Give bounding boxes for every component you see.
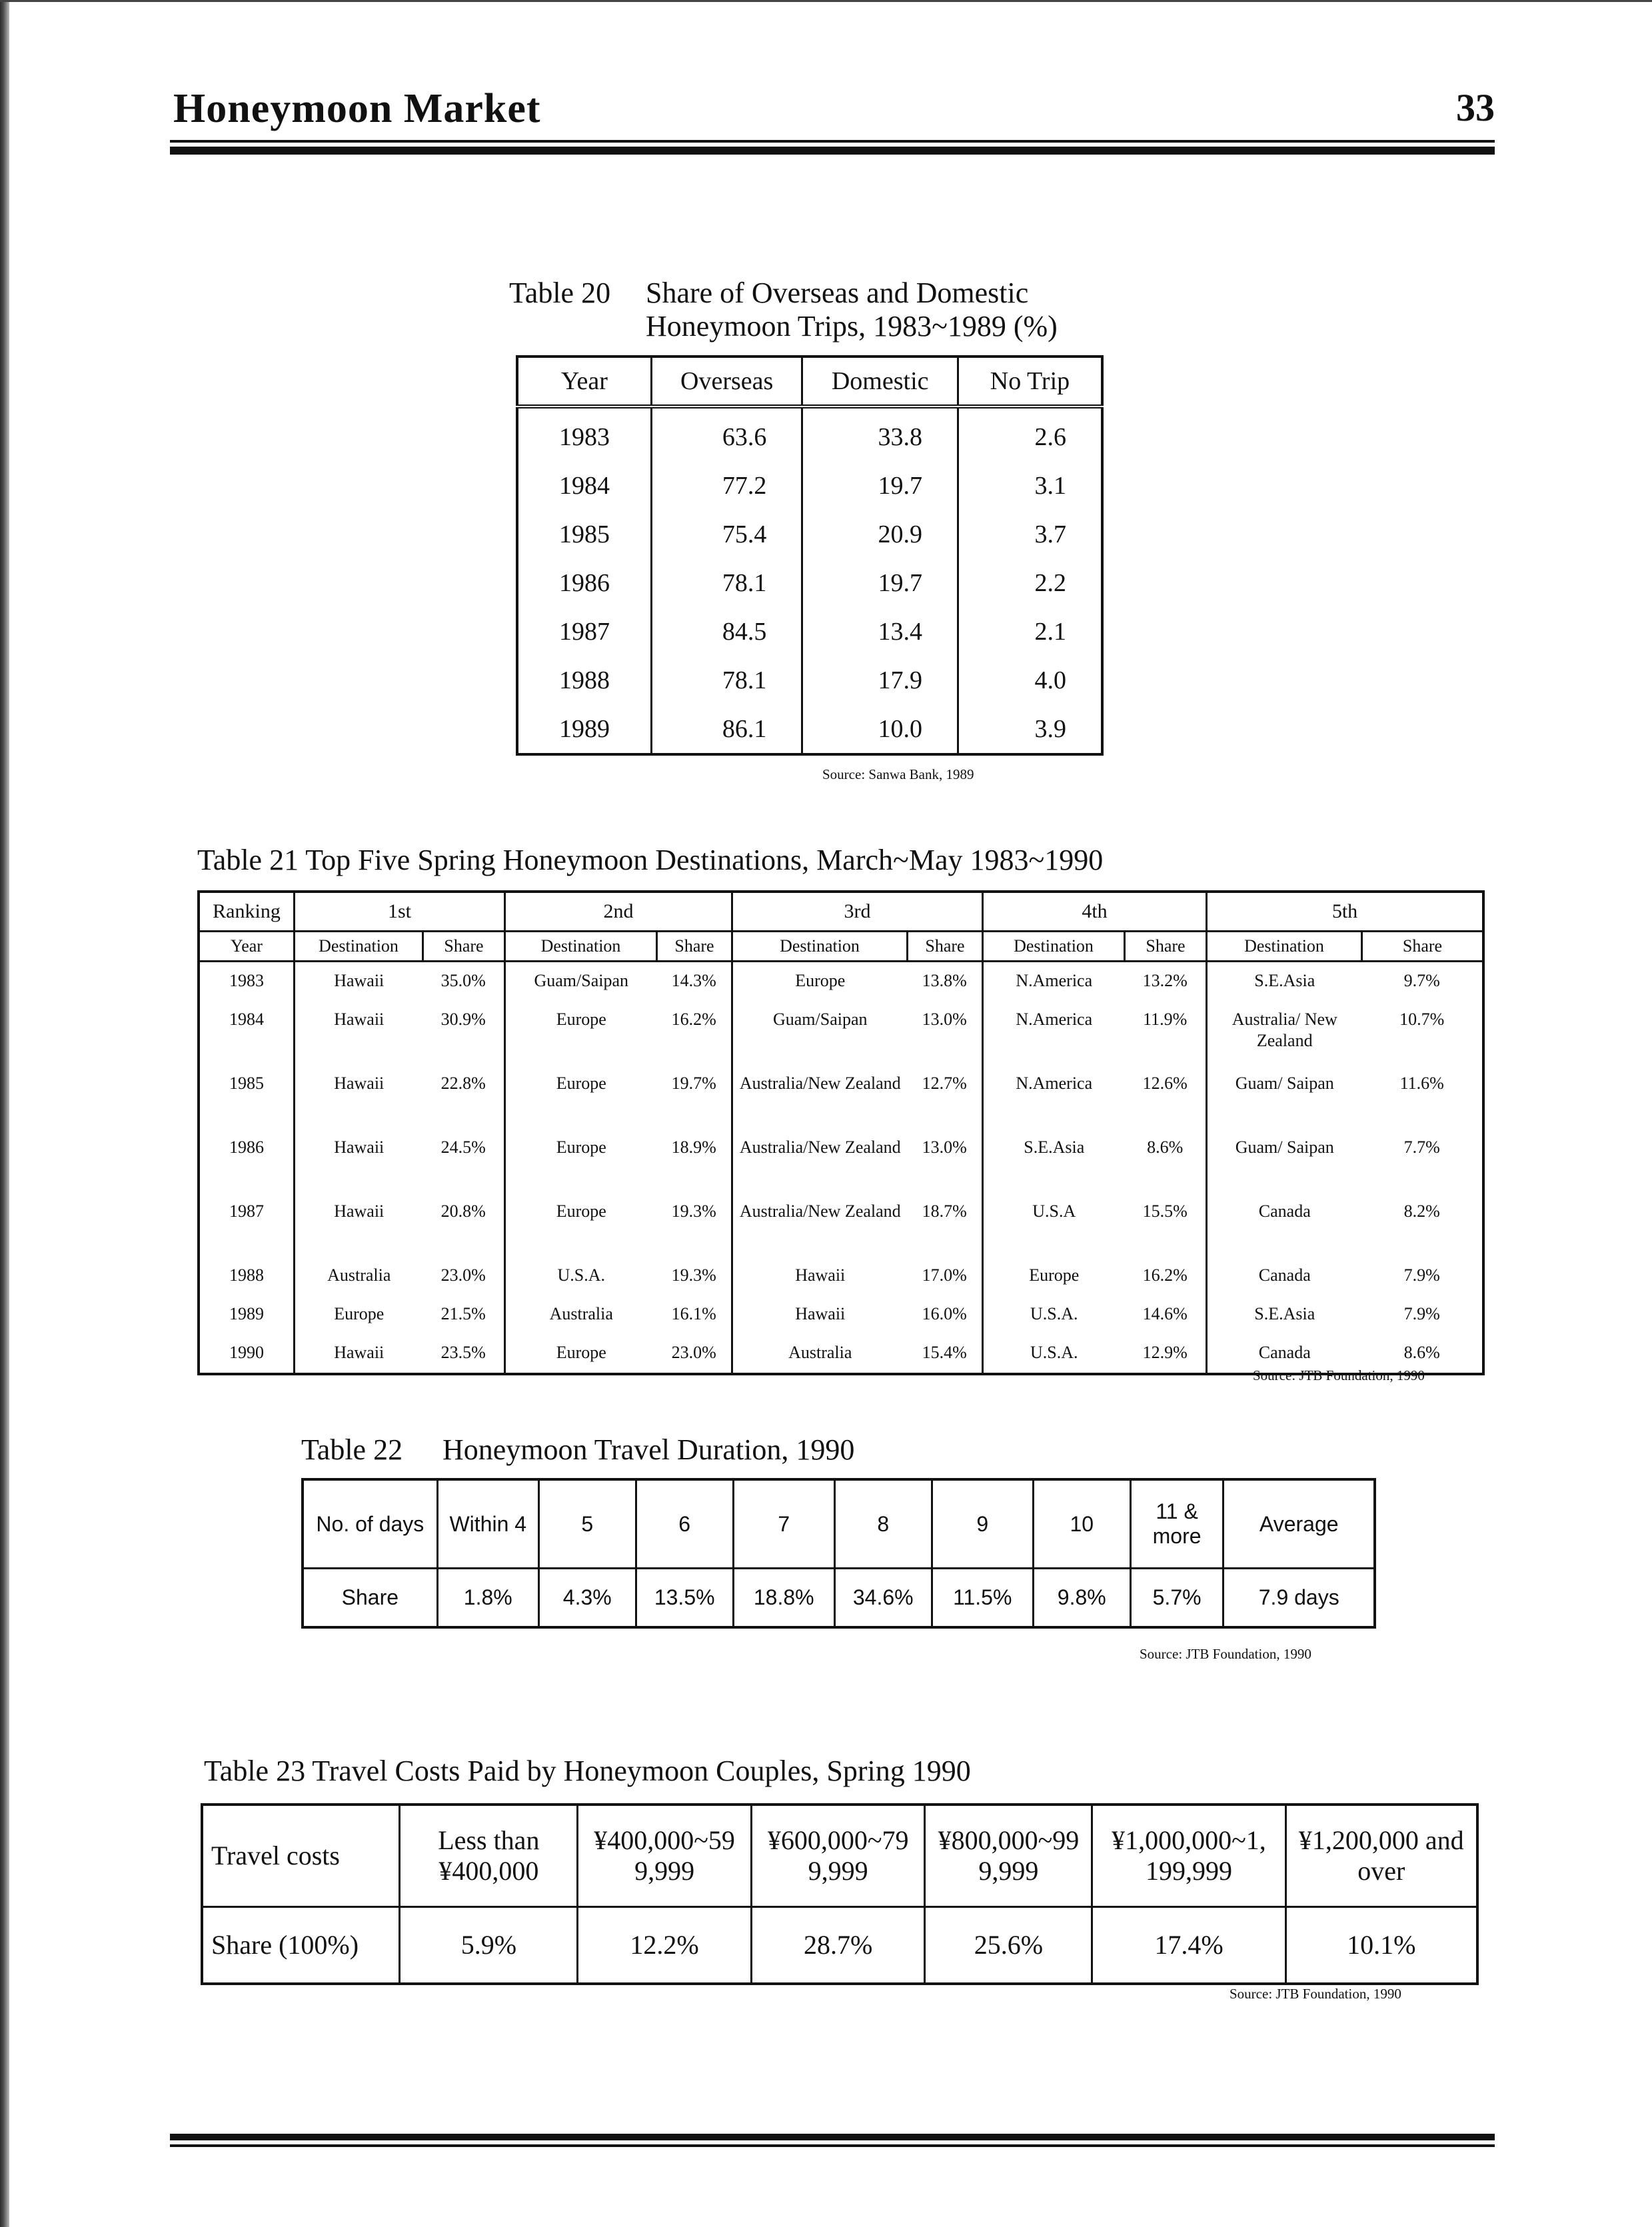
destination-cell: U.S.A. — [983, 1334, 1125, 1374]
share-cell: 13.8% — [908, 962, 983, 1002]
value-cell: 18.8% — [733, 1569, 834, 1628]
table20-header-row — [517, 357, 1102, 406]
destination-cell: S.E.Asia — [1207, 962, 1362, 1002]
destination-cell: Europe — [505, 1065, 657, 1129]
scan-top-edge — [0, 0, 1652, 2]
table21-source: Source: JTB Foundation, 1990 — [1253, 1367, 1425, 1383]
table20-source: Source: Sanwa Bank, 1989 — [822, 766, 974, 782]
header-cell: 6 — [636, 1479, 733, 1569]
value-cell: 77.2 — [651, 461, 802, 510]
value-cell: 78.1 — [651, 558, 802, 607]
share-cell: 12.6% — [1125, 1065, 1207, 1129]
year-cell: 1987 — [199, 1193, 295, 1257]
destination-cell: Canada — [1207, 1334, 1362, 1374]
value-cell: 25.6% — [925, 1907, 1092, 1984]
share-cell: 18.9% — [657, 1129, 732, 1193]
header-cell: 8 — [834, 1479, 932, 1569]
destination-header: Destination — [732, 932, 908, 962]
value-cell: 17.9 — [802, 656, 958, 704]
destination-cell: Hawaii — [295, 1129, 423, 1193]
share-cell: 7.9% — [1362, 1295, 1484, 1334]
value-cell: 7.9 days — [1224, 1569, 1375, 1628]
destination-cell: Australia/New Zealand — [732, 1065, 908, 1129]
table-row — [517, 510, 1102, 558]
destination-cell: S.E.Asia — [1207, 1295, 1362, 1334]
share-cell: 14.6% — [1125, 1295, 1207, 1334]
year-cell: 1988 — [517, 656, 651, 704]
value-cell: Share — [303, 1569, 437, 1628]
table22-label: Table 22 — [301, 1433, 403, 1466]
destination-cell: Europe — [505, 1001, 657, 1065]
destination-cell: Guam/ Saipan — [1207, 1065, 1362, 1129]
value-cell: 1.8% — [437, 1569, 538, 1628]
share-cell: 23.0% — [657, 1334, 732, 1374]
value-cell: 5.7% — [1130, 1569, 1224, 1628]
value-cell: 19.7 — [802, 558, 958, 607]
value-cell: 2.1 — [958, 607, 1102, 656]
table23-value-row — [202, 1907, 1477, 1984]
year-header: Year — [199, 932, 295, 962]
value-cell: 5.9% — [400, 1907, 578, 1984]
destination-cell: U.S.A. — [983, 1295, 1125, 1334]
table22-value-row — [303, 1569, 1375, 1628]
value-cell: 12.2% — [578, 1907, 752, 1984]
header-cell: ¥400,000~59 9,999 — [578, 1805, 752, 1907]
share-cell: 11.9% — [1125, 1001, 1207, 1065]
share-cell: 35.0% — [423, 962, 505, 1002]
share-cell: 9.7% — [1362, 962, 1484, 1002]
destination-cell: Hawaii — [295, 1065, 423, 1129]
share-cell: 8.6% — [1362, 1334, 1484, 1374]
table21 — [197, 890, 1485, 1375]
year-cell: 1990 — [199, 1334, 295, 1374]
value-cell: 11.5% — [932, 1569, 1033, 1628]
share-cell: 20.8% — [423, 1193, 505, 1257]
share-cell: 23.5% — [423, 1334, 505, 1374]
year-cell: 1989 — [199, 1295, 295, 1334]
table20 — [516, 355, 1104, 756]
share-cell: 30.9% — [423, 1001, 505, 1065]
table-row — [517, 558, 1102, 607]
table-row — [517, 406, 1102, 461]
year-cell: 1985 — [199, 1065, 295, 1129]
header-cell: 7 — [733, 1479, 834, 1569]
table20-label: Table 20 — [509, 277, 611, 309]
share-cell: 13.2% — [1125, 962, 1207, 1002]
share-cell: 12.7% — [908, 1065, 983, 1129]
table-row — [199, 1295, 1483, 1334]
share-cell: 13.0% — [908, 1001, 983, 1065]
header-cell: 10 — [1033, 1479, 1130, 1569]
share-cell: 19.3% — [657, 1257, 732, 1295]
destination-cell: Europe — [732, 962, 908, 1002]
destination-cell: Hawaii — [295, 1334, 423, 1374]
destination-cell: Australia/New Zealand — [732, 1129, 908, 1193]
value-cell: 13.5% — [636, 1569, 733, 1628]
header-cell: Less than ¥400,000 — [400, 1805, 578, 1907]
value-cell: 4.0 — [958, 656, 1102, 704]
table21-rank-row — [199, 892, 1483, 932]
destination-cell: Australia/New Zealand — [732, 1193, 908, 1257]
year-cell: 1986 — [517, 558, 651, 607]
value-cell: 3.9 — [958, 704, 1102, 754]
header-cell: ¥1,200,000 and over — [1285, 1805, 1477, 1907]
share-cell: 17.0% — [908, 1257, 983, 1295]
ranking-header: Ranking — [199, 892, 295, 932]
rank-header: 1st — [295, 892, 505, 932]
header-cell: ¥600,000~79 9,999 — [751, 1805, 925, 1907]
footer-rule-thin — [170, 2144, 1495, 2147]
share-cell: 16.0% — [908, 1295, 983, 1334]
share-cell: 22.8% — [423, 1065, 505, 1129]
header-cell: Travel costs — [202, 1805, 400, 1907]
value-cell: 2.2 — [958, 558, 1102, 607]
header-cell: 5 — [538, 1479, 636, 1569]
value-cell: 10.0 — [802, 704, 958, 754]
column-header: Year — [517, 357, 651, 406]
page-number: 33 — [1456, 86, 1495, 129]
table-row — [517, 656, 1102, 704]
destination-cell: Europe — [505, 1129, 657, 1193]
value-cell: 63.6 — [651, 406, 802, 461]
header-rule-thin — [170, 140, 1495, 143]
column-header: No Trip — [958, 357, 1102, 406]
destination-cell: U.S.A. — [505, 1257, 657, 1295]
share-header: Share — [657, 932, 732, 962]
running-header-title: Honeymoon Market — [173, 86, 541, 131]
value-cell: 34.6% — [834, 1569, 932, 1628]
destination-header: Destination — [983, 932, 1125, 962]
header-cell: ¥1,000,000~1, 199,999 — [1092, 1805, 1285, 1907]
value-cell: 86.1 — [651, 704, 802, 754]
share-header: Share — [1125, 932, 1207, 962]
value-cell: 84.5 — [651, 607, 802, 656]
value-cell: 33.8 — [802, 406, 958, 461]
table23 — [201, 1803, 1479, 1985]
destination-cell: Europe — [295, 1295, 423, 1334]
destination-cell: Europe — [983, 1257, 1125, 1295]
destination-cell: Australia — [295, 1257, 423, 1295]
header-rule-thick — [170, 147, 1495, 155]
share-cell: 19.7% — [657, 1065, 732, 1129]
share-cell: 18.7% — [908, 1193, 983, 1257]
table21-caption: Table 21 Top Five Spring Honeymoon Destinations, March~May 1983~1990 — [197, 844, 1104, 876]
table22 — [301, 1478, 1376, 1629]
table22-header-row — [303, 1479, 1375, 1569]
table22-caption — [301, 1433, 854, 1467]
year-cell: 1988 — [199, 1257, 295, 1295]
destination-header: Destination — [295, 932, 423, 962]
year-cell: 1984 — [199, 1001, 295, 1065]
table-row — [199, 962, 1483, 1002]
table23-caption: Table 23 Travel Costs Paid by Honeymoon Couples, Spring 1990 — [204, 1755, 971, 1787]
share-cell: 19.3% — [657, 1193, 732, 1257]
table-row — [199, 1065, 1483, 1129]
destination-cell: S.E.Asia — [983, 1129, 1125, 1193]
destination-cell: Australia — [732, 1334, 908, 1374]
value-cell: 4.3% — [538, 1569, 636, 1628]
value-cell: 2.6 — [958, 406, 1102, 461]
table-row — [199, 1193, 1483, 1257]
destination-cell: Guam/ Saipan — [1207, 1129, 1362, 1193]
column-header: Overseas — [651, 357, 802, 406]
destination-cell: Australia/ New Zealand — [1207, 1001, 1362, 1065]
share-cell: 23.0% — [423, 1257, 505, 1295]
table23-source: Source: JTB Foundation, 1990 — [1230, 1986, 1401, 2002]
table22-title: Honeymoon Travel Duration, 1990 — [442, 1433, 855, 1466]
destination-cell: N.America — [983, 962, 1125, 1002]
rank-header: 2nd — [505, 892, 732, 932]
destination-header: Destination — [1207, 932, 1362, 962]
header-cell: ¥800,000~99 9,999 — [925, 1805, 1092, 1907]
table20-title-line1: Share of Overseas and Domestic — [646, 277, 1029, 309]
year-cell: 1985 — [517, 510, 651, 558]
share-cell: 12.9% — [1125, 1334, 1207, 1374]
destination-header: Destination — [505, 932, 657, 962]
value-cell: 9.8% — [1033, 1569, 1130, 1628]
rank-header: 5th — [1207, 892, 1484, 932]
header-cell: 9 — [932, 1479, 1033, 1569]
share-header: Share — [1362, 932, 1484, 962]
share-cell: 11.6% — [1362, 1065, 1484, 1129]
year-cell: 1986 — [199, 1129, 295, 1193]
destination-cell: N.America — [983, 1001, 1125, 1065]
value-cell: 19.7 — [802, 461, 958, 510]
share-cell: 8.2% — [1362, 1193, 1484, 1257]
value-cell: Share (100%) — [202, 1907, 400, 1984]
share-cell: 16.2% — [657, 1001, 732, 1065]
share-header: Share — [908, 932, 983, 962]
scan-edge — [0, 0, 9, 2227]
share-cell: 16.2% — [1125, 1257, 1207, 1295]
table22-source: Source: JTB Foundation, 1990 — [1140, 1646, 1311, 1662]
share-cell: 14.3% — [657, 962, 732, 1002]
value-cell: 20.9 — [802, 510, 958, 558]
share-cell: 7.7% — [1362, 1129, 1484, 1193]
destination-cell: U.S.A — [983, 1193, 1125, 1257]
destination-cell: Hawaii — [732, 1295, 908, 1334]
share-cell: 15.5% — [1125, 1193, 1207, 1257]
destination-cell: N.America — [983, 1065, 1125, 1129]
table-row — [517, 704, 1102, 754]
table-row — [517, 607, 1102, 656]
value-cell: 75.4 — [651, 510, 802, 558]
value-cell: 28.7% — [751, 1907, 925, 1984]
value-cell: 3.1 — [958, 461, 1102, 510]
share-cell: 8.6% — [1125, 1129, 1207, 1193]
destination-cell: Canada — [1207, 1193, 1362, 1257]
destination-cell: Australia — [505, 1295, 657, 1334]
header-cell: Within 4 — [437, 1479, 538, 1569]
rank-header: 3rd — [732, 892, 983, 932]
share-cell: 16.1% — [657, 1295, 732, 1334]
share-header: Share — [423, 932, 505, 962]
share-cell: 21.5% — [423, 1295, 505, 1334]
table23-header-row — [202, 1805, 1477, 1907]
year-cell: 1989 — [517, 704, 651, 754]
value-cell: 17.4% — [1092, 1907, 1285, 1984]
table20-title-line2: Honeymoon Trips, 1983~1989 (%) — [646, 310, 1058, 343]
share-cell: 10.7% — [1362, 1001, 1484, 1065]
destination-cell: Guam/Saipan — [505, 962, 657, 1002]
share-cell: 7.9% — [1362, 1257, 1484, 1295]
header-cell: No. of days — [303, 1479, 437, 1569]
year-cell: 1987 — [517, 607, 651, 656]
year-cell: 1983 — [199, 962, 295, 1002]
year-cell: 1983 — [517, 406, 651, 461]
share-cell: 24.5% — [423, 1129, 505, 1193]
table-row — [199, 1001, 1483, 1065]
table-row — [199, 1257, 1483, 1295]
destination-cell: Guam/Saipan — [732, 1001, 908, 1065]
destination-cell: Canada — [1207, 1257, 1362, 1295]
destination-cell: Hawaii — [295, 962, 423, 1002]
column-header: Domestic — [802, 357, 958, 406]
header-cell: 11 & more — [1130, 1479, 1224, 1569]
share-cell: 15.4% — [908, 1334, 983, 1374]
year-cell: 1984 — [517, 461, 651, 510]
rank-header: 4th — [983, 892, 1207, 932]
destination-cell: Europe — [505, 1334, 657, 1374]
table20-caption — [509, 276, 1028, 310]
destination-cell: Europe — [505, 1193, 657, 1257]
table-row — [517, 461, 1102, 510]
share-cell: 13.0% — [908, 1129, 983, 1193]
destination-cell: Hawaii — [295, 1001, 423, 1065]
value-cell: 13.4 — [802, 607, 958, 656]
header-cell: Average — [1224, 1479, 1375, 1569]
footer-rule-thick — [170, 2134, 1495, 2140]
value-cell: 10.1% — [1285, 1907, 1477, 1984]
table-row — [199, 1129, 1483, 1193]
destination-cell: Hawaii — [732, 1257, 908, 1295]
value-cell: 3.7 — [958, 510, 1102, 558]
value-cell: 78.1 — [651, 656, 802, 704]
table21-subheader-row — [199, 932, 1483, 962]
destination-cell: Hawaii — [295, 1193, 423, 1257]
